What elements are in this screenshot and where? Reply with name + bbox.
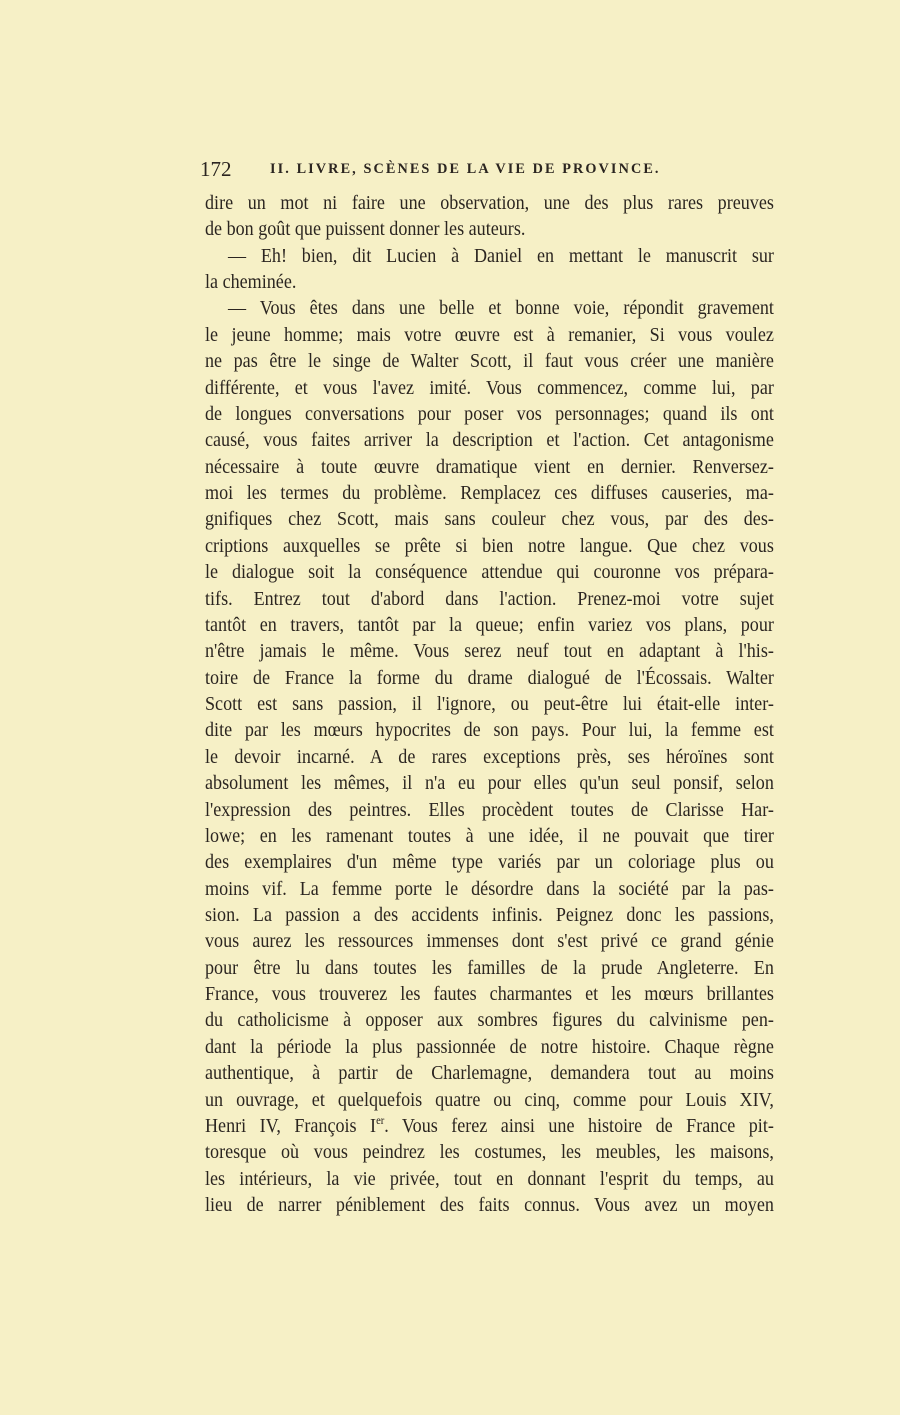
text-line: [205, 1113, 774, 1139]
text-line: lowe; en les ramenant toutes à une idée, il ne pouvait que tirer: [205, 824, 774, 847]
text-line: tantôt en travers, tantôt par la queue; enfin variez vos plans, pour: [205, 613, 774, 636]
text-line: dire un mot ni faire une observation, une des plus rares preuves: [205, 192, 774, 214]
text-line: tifs. Entrez tout d'abord dans l'action. Prenez-moi votre sujet: [205, 587, 774, 610]
text-line: authentique, à partir de Charlemagne, demandera tout au moins: [205, 1062, 774, 1085]
text-line: pour être lu dans toutes les familles de la prude Angleterre. En: [205, 956, 774, 979]
text-line: un ouvrage, et quelquefois quatre ou cinq, comme pour Louis XIV,: [205, 1088, 774, 1111]
text-line: du catholicisme à opposer aux sombres figures du calvinisme pen-: [205, 1009, 774, 1032]
text-line: criptions auxquelles se prête si bien notre langue. Que chez vous: [205, 534, 774, 557]
text-line: le devoir incarné. A de rares exceptions près, ses héroïnes sont: [205, 745, 774, 768]
text-line: moins vif. La femme porte le désordre dans la société par la pas-: [205, 877, 774, 900]
text-line: France, vous trouverez les fautes charmantes et les mœurs brillantes: [205, 983, 774, 1006]
text-line: les intérieurs, la vie privée, tout en donnant l'esprit du temps, au: [205, 1167, 774, 1190]
text-line: toresque où vous peindrez les costumes, les meubles, les maisons,: [205, 1141, 774, 1164]
text-line: le dialogue soit la conséquence attendue qui couronne vos prépara-: [205, 561, 774, 584]
text-line: toire de France la forme du drame dialogué de l'Écossais. Walter: [205, 666, 774, 689]
text-line: causé, vous faites arriver la description et l'action. Cet antagonisme: [205, 429, 774, 452]
running-header: [200, 157, 773, 183]
text-line: nécessaire à toute œuvre dramatique vient en dernier. Renversez-: [205, 455, 774, 478]
text-line: dant la période la plus passionnée de notre histoire. Chaque règne: [205, 1035, 774, 1058]
text-line: sion. La passion a des accidents infinis. Peignez donc les passions,: [205, 903, 774, 926]
text-line: de longues conversations pour poser vos personnages; quand ils ont: [205, 402, 774, 425]
text-span: . Vous ferez ainsi une histoire de France pit-: [384, 1114, 774, 1137]
text-line: dite par les mœurs hypocrites de son pays. Pour lui, la femme est: [205, 719, 774, 742]
text-line: lieu de narrer péniblement des faits connus. Vous avez un moyen: [205, 1194, 774, 1217]
text-line: gnifiques chez Scott, mais sans couleur chez vous, par des des-: [205, 508, 774, 531]
text-line: ne pas être le singe de Walter Scott, il faut vous créer une manière: [205, 350, 774, 373]
text-line: différente, et vous l'avez imité. Vous commencez, comme lui, par: [205, 376, 774, 399]
text-line: n'être jamais le même. Vous serez neuf tout en adaptant à l'his-: [205, 640, 774, 663]
text-line: moi les termes du problème. Remplacez ces diffuses causeries, ma-: [205, 482, 774, 505]
text-line: absolument les mêmes, il n'a eu pour elles qu'un seul ponsif, selon: [205, 772, 774, 795]
text-line: Scott est sans passion, il l'ignore, ou peut-être lui était-elle inter-: [205, 693, 774, 716]
text-line: — Vous êtes dans une belle et bonne voie, répondit gravement: [228, 297, 774, 320]
page-number: 172: [200, 157, 232, 181]
text-line: — Eh! bien, dit Lucien à Daniel en mettant le manuscrit sur: [228, 244, 774, 267]
text-line: des exemplaires d'un même type variés par un coloriage plus ou: [205, 851, 774, 874]
text-line: de bon goût que puissent donner les auteurs.: [205, 218, 526, 241]
text-line: l'expression des peintres. Elles procèdent toutes de Clarisse Har-: [205, 798, 774, 821]
text-line: vous aurez les ressources immenses dont s'est privé ce grand génie: [205, 930, 774, 953]
text-line: la cheminée.: [205, 271, 297, 294]
superscript: er: [376, 1113, 385, 1128]
text-line: le jeune homme; mais votre œuvre est à remanier, Si vous voulez: [205, 323, 774, 346]
text-span: Henri IV, François I: [205, 1114, 377, 1137]
running-title: II. LIVRE, SCÈNES DE LA VIE DE PROVINCE.: [270, 161, 661, 177]
